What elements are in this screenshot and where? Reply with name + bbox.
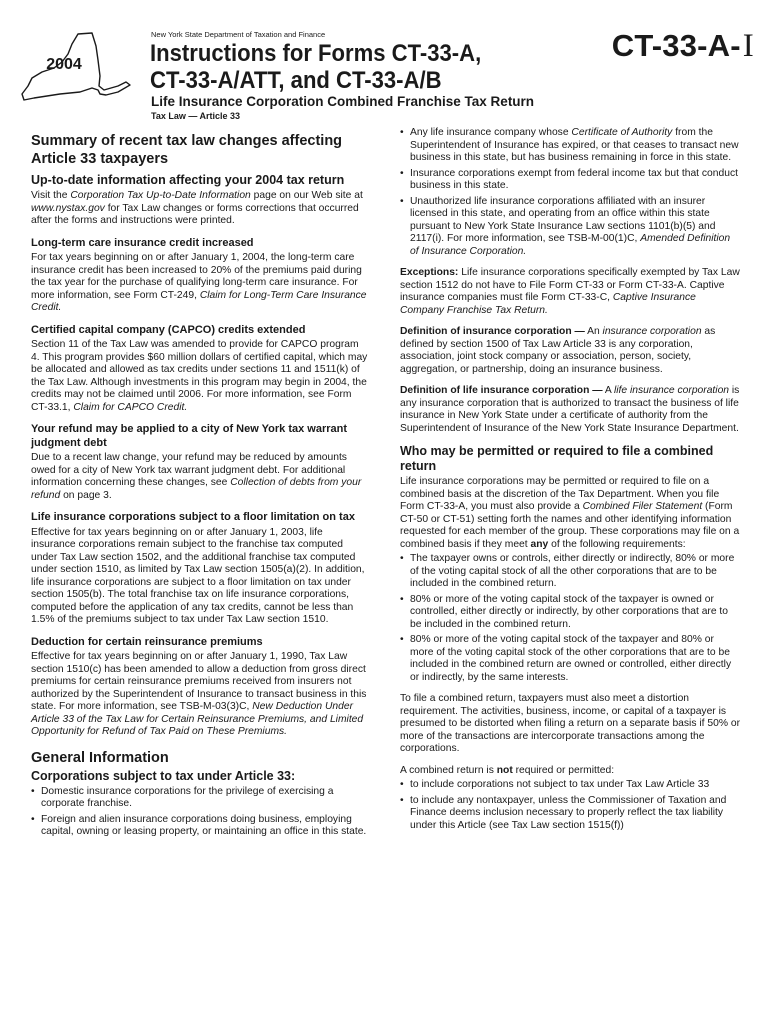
definition-label: Definition of life insurance corporation — [400, 385, 603, 396]
tsb-reference: New Deduction Under Article 33 of the Tax Law for Certain Reinsurance Premiums, and Limited Opportunity for Refund of Tax Paid on These Premiums. [31, 701, 364, 737]
list-item [400, 127, 740, 165]
form-id-suffix: I [742, 28, 754, 64]
text-run: Life insurance corporations specifically exempted by Tax Law section 1512 do not have to File Form CT-33 or Form CT-33-A. Captive insurance companies must file Form CT-33-C, [400, 267, 740, 303]
summary-heading: Summary of recent tax law changes affecting Article 33 taxpayers [31, 133, 343, 167]
title-line-2: CT-33-A/ATT, and CT-33-A/B [150, 67, 442, 94]
text-run: Life insurance corporations may be permitted or required to file on a combined basis at the discretion of the Tax Department. When you file Form CT-33-A, you must also provide a [400, 476, 720, 512]
text-run: Any life insurance company whose [410, 127, 572, 138]
emphasis-any: any [530, 538, 549, 550]
title-line-1: Instructions for Forms CT-33-A, [150, 40, 482, 67]
subject-list [31, 786, 368, 839]
certificate-term: Certificate of Authority [571, 127, 673, 138]
statement-reference: Combined Filer Statement [582, 501, 703, 512]
combined-return-paragraph [400, 476, 740, 551]
definition-insurance-paragraph [400, 326, 740, 376]
uptodate-paragraph [31, 190, 368, 228]
text-run: of the following requirements: [548, 538, 686, 550]
left-column [31, 127, 368, 842]
floor-heading: Life insurance corporations subject to a floor limitation on tax [31, 511, 355, 523]
text-run: required or permitted: [512, 764, 615, 776]
definition-label: Definition of insurance corporation — [400, 326, 585, 337]
definition-life-insurance-paragraph [400, 385, 740, 435]
text-run: Visit the [31, 190, 71, 201]
text-run: page on our Web site at [250, 190, 363, 201]
text-run: Effective for tax years beginning on or after January 1, 1990, Tax Law section 1510(c) has been amended to allow a deduction from gross direct premiums for certain reinsurance premiums received from insurers not authorized by the Superintendent of Insurance to transact business in this state. For more information, see TSB-M-03(3)C, [31, 651, 367, 712]
uptodate-link[interactable]: Corporation Tax Up-to-Date Information [70, 190, 251, 201]
reinsurance-paragraph [31, 651, 368, 739]
list-item: • Foreign and alien insurance corporations doing business, employing capital, owning or leasing property, or maintaining an office in this state. [31, 814, 368, 839]
text-run: from the Superintendent of Insurance has expired, or that ceases to transact new business in this state, but has business remaining in force in this state. [410, 127, 739, 163]
page-subtitle: Life Insurance Corporation Combined Franchise Tax Return [151, 94, 535, 109]
page-title [150, 40, 481, 94]
list-item [400, 196, 740, 259]
list-item: • Domestic insurance corporations for the privilege of exercising a corporate franchise. [31, 786, 368, 811]
reinsurance-heading: Deduction for certain reinsurance premiums [31, 635, 263, 648]
capco-paragraph [31, 339, 368, 414]
tsb-reference: Amended Definition of Insurance Corporation. [410, 233, 731, 257]
subject-list-continued [400, 127, 740, 258]
defined-term: life insurance corporation [613, 385, 730, 396]
exceptions-label: Exceptions: [400, 267, 459, 278]
text-run: Section 11 of the Tax Law was amended to provide for CAPCO program 4. This program provides $60 million dollars of certified capital, which may be allocated and allowed as tax credits under sections 11 and 1511(k) of the Tax Law. Although investments in this program may begin in 2004, the credits may not be claimed until 2006. For more information, see Form CT-33.1, [31, 339, 368, 413]
list-item: • 80% or more of the voting capital stock of the taxpayer and 80% or more of the voting capital stock of the other corporations that are to be included in the combined return are owned or controlled, either directly or indirectly, by the same interests. [400, 634, 740, 684]
text-run: is any insurance corporation that is authorized to transact the business of life insurance in New York State under a certificate of authority from the Superintendent of Insurance of the New York State Insurance Department. [400, 385, 740, 434]
uptodate-heading: Up-to-date information affecting your 2004 tax return [31, 173, 345, 187]
form-id-main: CT-33-A- [611, 28, 741, 63]
text-run: Unauthorized life insurance corporations affiliated with an insurer licensed in this state, and operating from an office within this state pursuant to New York State Insurance Law sections 1101(b)(5) and 2117(i). For more information, see TSB-M-00(1)C, [410, 195, 716, 244]
general-information-heading: General Information [31, 749, 169, 766]
requirements-list [400, 553, 740, 684]
text-run: An [584, 326, 603, 337]
form-reference: Claim for CAPCO Credit. [73, 401, 188, 413]
list-item: • to include corporations not subject to tax under Tax Law Article 33 [400, 779, 740, 792]
tax-law-reference: Tax Law — Article 33 [151, 111, 241, 121]
form-reference: Captive Insurance Company Franchise Tax Return. [400, 292, 696, 316]
agency-name: New York State Department of Taxation and Finance [151, 30, 326, 39]
refund-paragraph [31, 452, 368, 502]
distortion-paragraph: To file a combined return, taxpayers must also meet a distortion requirement. The activities, business, income, or capital of a taxpayer is presumed to be distorted when filing a return on a separate basis if 50% or more of the transactions are intercorporate transactions among the corporations. [400, 693, 740, 754]
ltc-heading: Long-term care insurance credit increased [31, 236, 254, 249]
text-run: A [602, 385, 614, 396]
defined-term: insurance corporation [602, 326, 702, 337]
text-run: on page 3. [60, 489, 112, 501]
list-item: • 80% or more of the voting capital stock of the taxpayer is owned or controlled, either directly or indirectly, by other corporations that are to be included in the combined return. [400, 594, 740, 632]
website-link[interactable]: www.nystax.gov [31, 202, 105, 214]
tax-year: 2004 [46, 56, 82, 73]
text-run: For tax years beginning on or after January 1, 2004, the long-term care insurance credit has been increased to 20% of the premiums paid during the tax year for the purchase of qualifying long-term care insurance. For more information, see Form CT-249, [31, 252, 362, 301]
section-reference: Collection of debts from your refund [31, 477, 362, 501]
right-column [400, 127, 740, 835]
ltc-paragraph [31, 252, 368, 315]
combined-return-heading: Who may be permitted or required to file a combined return [400, 444, 714, 473]
text-run: as defined by section 1500 of Tax Law Article 33 is any corporation, association, joint stock company or association, person, society, aggregation, or partnership, doing an insurance business. [400, 326, 716, 375]
list-item: • Insurance corporations exempt from federal income tax but that conduct business in this state. [400, 168, 740, 193]
floor-paragraph: Effective for tax years beginning on or after January 1, 2003, life insurance corporations remain subject to the franchise tax computed under Tax Law section 1502, and the additional franchise tax computed under section 1510, as limited by Tax Law section 1505(a)(2). In addition, life insurance corporations are subject to a floor limitation on tax under section 1505(b). The total franchise tax on life insurance corporations, computed before the application of any tax credits, cannot be less than 1.5% of the premiums subject to tax under Tax Law section 1510. [31, 526, 365, 625]
list-item: • The taxpayer owns or controls, either directly or indirectly, 80% or more of the voting capital stock of all the other corporations that are to be included in the combined return. [400, 553, 740, 591]
list-item: • to include any nontaxpayer, unless the Commissioner of Taxation and Finance deems inclusion necessary to properly reflect the tax liability under this Article (see Tax Law section 1515(f)) [400, 795, 740, 833]
form-id [612, 28, 754, 65]
capco-heading: Certified capital company (CAPCO) credits extended [31, 323, 306, 336]
form-reference: Claim for Long-Term Care Insurance Credit. [31, 289, 367, 313]
not-permitted-paragraph [400, 765, 740, 778]
text-run: (Form CT-50 or CT-51) setting forth the names and other identifying information requested for each member of the group. These corporations may file on a combined basis if they meet [400, 501, 740, 550]
emphasis-not: not [496, 764, 513, 776]
text-run: A combined return is [400, 764, 497, 776]
text-run: for Tax Law changes or forms corrections that occurred after the forms and instructions were printed. [31, 202, 359, 226]
exceptions-paragraph [400, 267, 740, 317]
refund-heading: Your refund may be applied to a city of New York tax warrant judgment debt [31, 423, 348, 449]
not-permitted-list [400, 779, 740, 832]
subject-heading: Corporations subject to tax under Article 33: [31, 768, 296, 783]
text-run: Due to a recent law change, your refund may be reduced by amounts owed for a city of New York tax warrant judgment debt. For additional information concerning these changes, see [31, 452, 347, 488]
